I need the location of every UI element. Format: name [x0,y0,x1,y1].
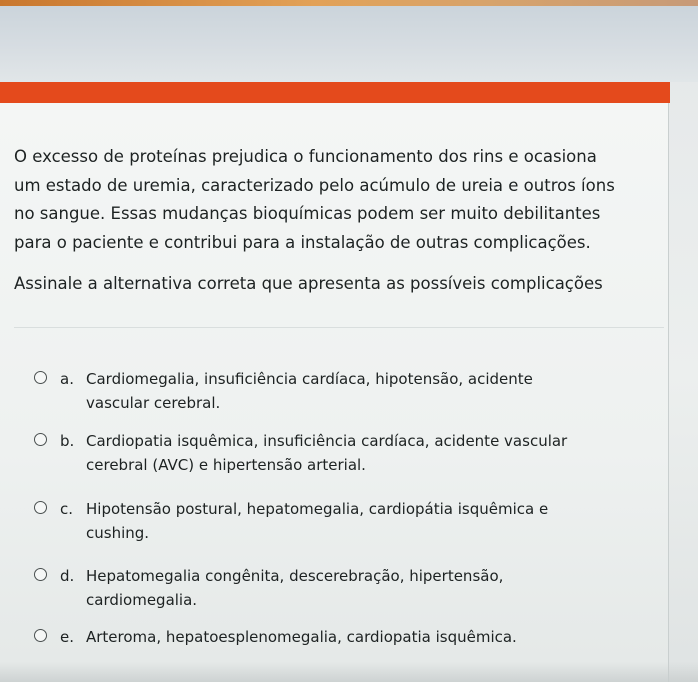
option-line: Arteroma, hepatoesplenomegalia, cardiopatia isquêmica. [86,628,517,646]
radio-button-b[interactable] [34,433,47,446]
option-text [86,625,616,649]
intro-line: um estado de uremia, caracterizado pelo acúmulo de ureia e outros íons [14,175,615,195]
option-letter: a. [60,370,74,388]
option-line: Hepatomegalia congênita, descerebração, hipertensão, [86,567,504,585]
option-line: vascular cerebral. [86,394,221,412]
option-line: cerebral (AVC) e hipertensão arterial. [86,456,366,474]
option-line: Hipotensão postural, hepatomegalia, cardiopátia isquêmica e [86,500,549,518]
option-line: Cardiopatia isquêmica, insuficiência cardíaca, acidente vascular [86,432,568,450]
option-text [86,564,616,612]
radio-button-e[interactable] [34,629,47,642]
radio-button-d[interactable] [34,568,47,581]
question-prompt: Assinale a alternativa correta que apresenta as possíveis complicações [14,274,603,293]
option-line: cardiomegalia. [86,591,198,609]
option-letter: d. [60,567,75,585]
option-line: cushing. [86,524,150,542]
option-letter: c. [60,500,74,518]
radio-button-c[interactable] [34,501,47,514]
radio-button-a[interactable] [34,371,47,384]
intro-line: para o paciente e contribui para a instalação de outras complicações. [14,232,591,252]
option-line: Cardiomegalia, insuficiência cardíaca, hipotensão, acidente [86,370,533,388]
option-letter: b. [60,432,75,450]
option-letter: e. [60,628,74,646]
bottom-shadow [0,662,698,682]
option-text [86,497,616,545]
option-text [86,367,616,415]
intro-line: no sangue. Essas mudanças bioquímicas podem ser muito debilitantes [14,204,601,223]
option-text [86,429,616,477]
intro-line: O excesso de proteínas prejudica o funcionamento dos rins e ocasiona [14,147,597,166]
